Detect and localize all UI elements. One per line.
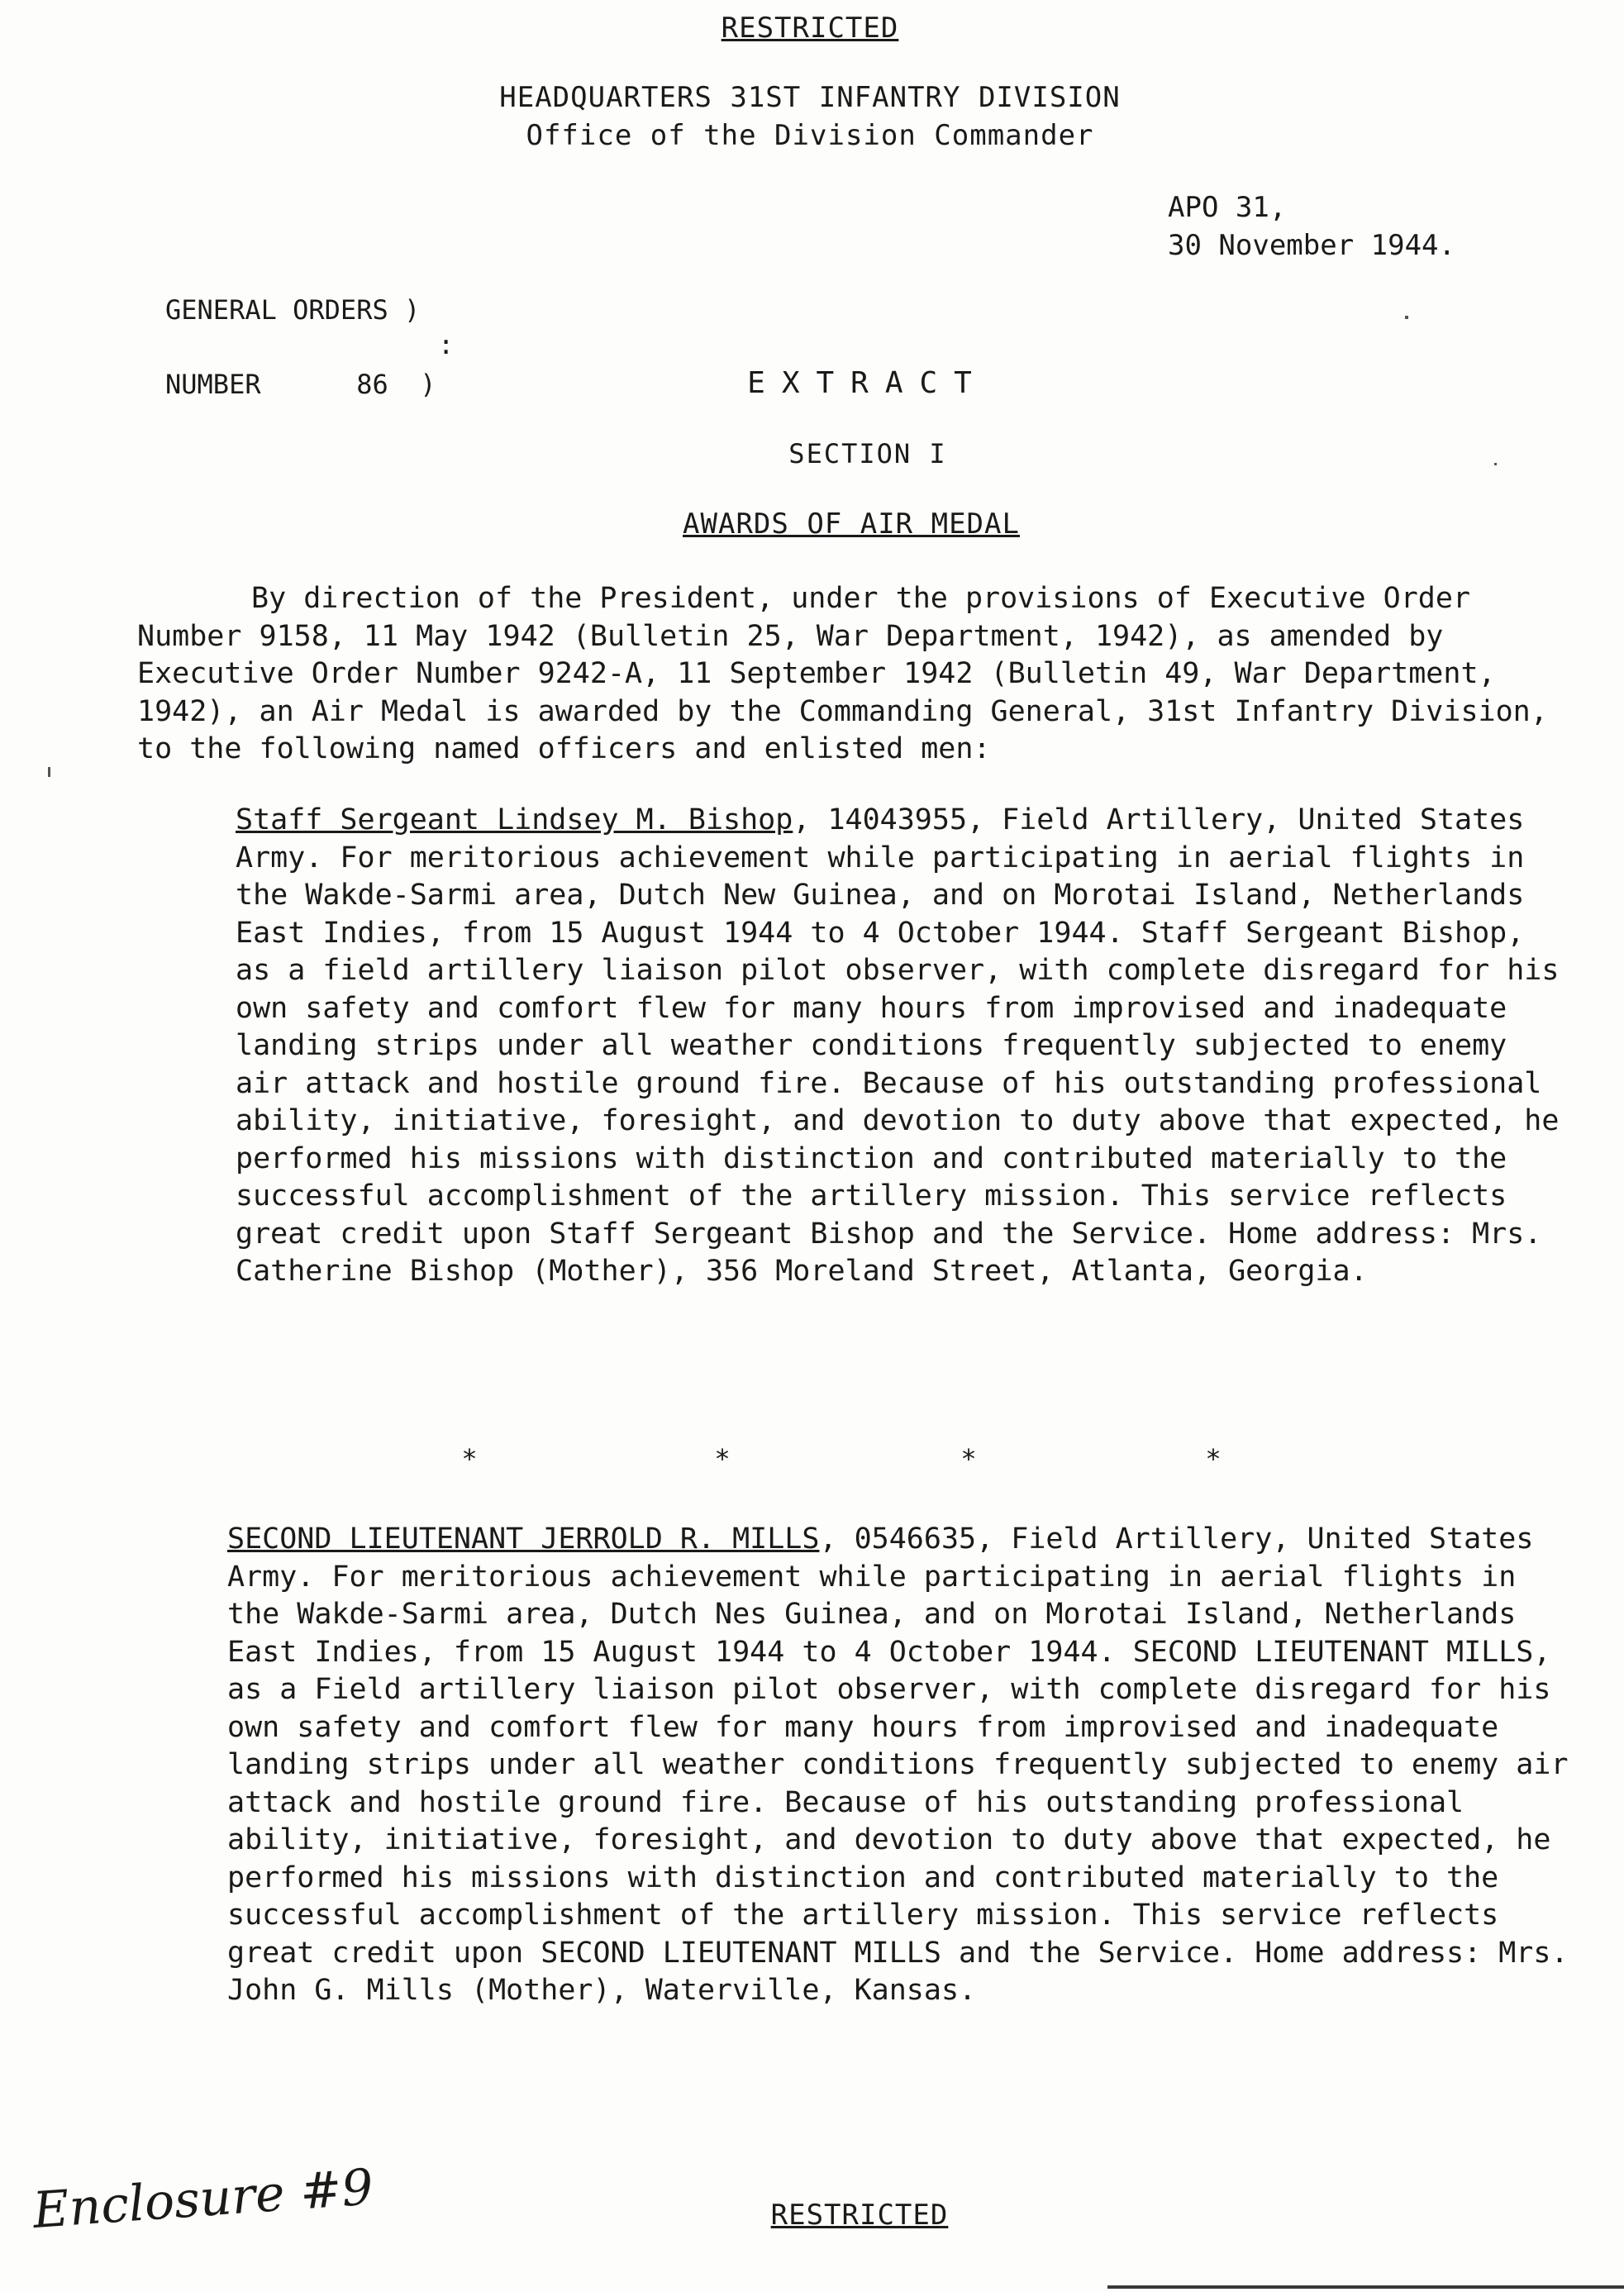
scan-speck bbox=[48, 767, 50, 777]
date-line: 30 November 1944. bbox=[1168, 229, 1455, 262]
general-orders-label: GENERAL ORDERS ) bbox=[165, 294, 421, 326]
scan-speck bbox=[1405, 316, 1408, 319]
intro-text: By direction of the President, under the provisions of Executive Order Number 9158, 11 May 1942 (Bulletin 25, War Department, 1942), as amended by Executive Order Number 9242-A, 11 September 1942 (Bulletin 49, War Department, 1942), an Air Medal is awarded by the Commanding General, 31st Infantry Division, to the following named officers and enlisted men: bbox=[137, 582, 1548, 765]
order-number: NUMBER 86 ) bbox=[165, 369, 436, 400]
citation-bishop-body bbox=[236, 802, 1574, 1291]
bottom-edge-rule bbox=[1107, 2285, 1624, 2289]
recipient-name-mills: SECOND LIEUTENANT JERROLD R. MILLS bbox=[227, 1522, 820, 1556]
citation-bishop-text: , 14043955, Field Artillery, United States Army. For meritorious achievement while participating in aerial flights in the Wakde-Sarmi area, Dutch New Guinea, and on Morotai Island, Netherlands East Indies, from 15 August 1944 to 4 October 1944. Staff Sergeant Bishop, as a field artillery liaison pilot observer, with complete disregard for his own safety and comfort flew for many hours from improvised and inadequate landing strips under all weather conditions frequently subjected to enemy air attack and hostile ground fire. Because of his outstanding professional ability, initiative, foresight, and devotion to duty above that expected, he performed his missions with distinction and contributed materially to the successful accomplishment of the artillery mission. This service reflects great credit upon Staff Sergeant Bishop and the Service. Home address: Mrs. Catherine Bishop (Mother), 356 Moreland Street, Atlanta, Georgia. bbox=[236, 803, 1560, 1288]
extract-label: EXTRACT bbox=[747, 366, 988, 400]
apo-line: APO 31, bbox=[1168, 191, 1287, 224]
separator-star: * bbox=[714, 1443, 731, 1475]
restricted-marking-top: RESTRICTED bbox=[721, 12, 899, 45]
intro-paragraph bbox=[137, 580, 1570, 769]
headquarters-line: HEADQUARTERS 31ST INFANTRY DIVISION bbox=[499, 81, 1121, 114]
restricted-marking-bottom: RESTRICTED bbox=[770, 2199, 949, 2232]
office-line: Office of the Division Commander bbox=[526, 119, 1094, 152]
citation-mills-body bbox=[227, 1521, 1574, 2010]
orders-colon: : bbox=[438, 329, 455, 360]
citation-bishop bbox=[236, 802, 1574, 1291]
enclosure-handwritten-note: Enclosure #9 bbox=[31, 2158, 375, 2240]
section-label: SECTION I bbox=[788, 438, 947, 469]
citation-mills bbox=[227, 1521, 1574, 2010]
recipient-name-bishop: Staff Sergeant Lindsey M. Bishop bbox=[236, 803, 793, 836]
separator-star: * bbox=[461, 1443, 478, 1475]
separator-star: * bbox=[1205, 1443, 1222, 1475]
awards-title: AWARDS OF AIR MEDAL bbox=[683, 507, 1020, 541]
separator-star: * bbox=[960, 1443, 977, 1475]
scan-speck bbox=[1494, 463, 1497, 465]
citation-mills-text: , 0546635, Field Artillery, United States Army. For meritorious achievement while participating in aerial flights in the Wakde-Sarmi area, Dutch Nes Guinea, and on Morotai Island, Netherlands East Indies, from 15 August 1944 to 4 October 1944. SECOND LIEUTENANT MILLS, as a Field artillery liaison pilot observer, with complete disregard for his own safety and comfort flew for many hours from improvised and inadequate landing strips under all weather conditions frequently subjected to enemy air attack and hostile ground fire. Because of his outstanding professional ability, initiative, foresight, and devotion to duty above that expected, he performed his missions with distinction and contributed materially to the successful accomplishment of the artillery mission. This service reflects great credit upon SECOND LIEUTENANT MILLS and the Service. Home address: Mrs. John G. Mills (Mother), Waterville, Kansas. bbox=[227, 1522, 1569, 2007]
